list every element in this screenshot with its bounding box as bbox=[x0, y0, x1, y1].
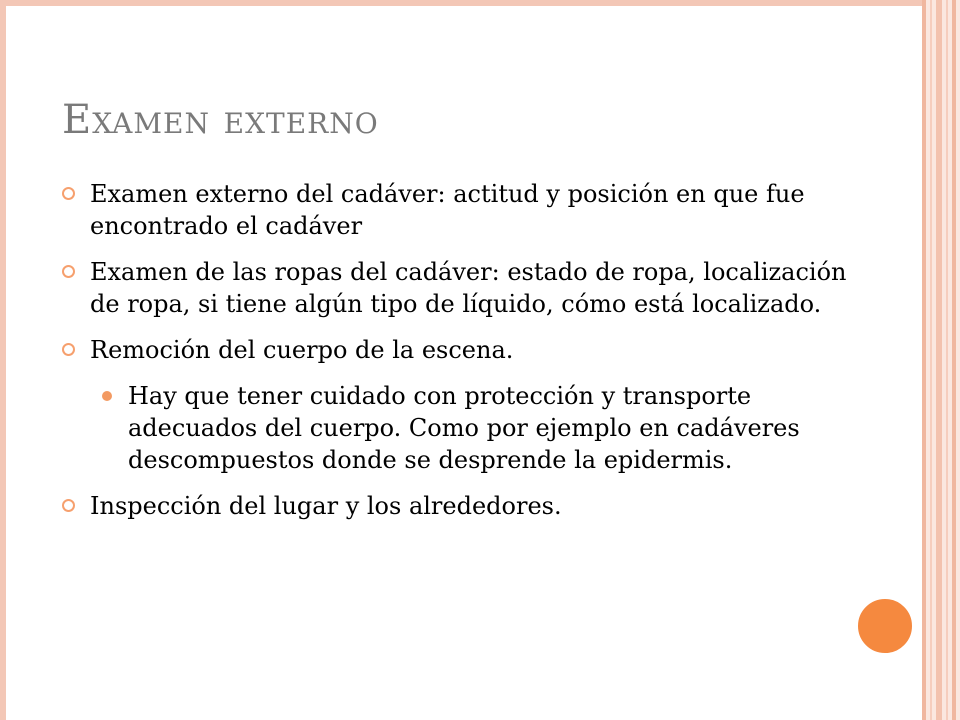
stripe bbox=[930, 0, 932, 720]
bullet-item bbox=[62, 334, 852, 366]
bullet-dot-icon bbox=[102, 391, 112, 401]
stripe bbox=[922, 0, 926, 720]
bullet-ring-icon bbox=[62, 187, 75, 200]
decorative-circle bbox=[855, 596, 915, 656]
bullet-list bbox=[62, 178, 852, 536]
bullet-ring-icon bbox=[62, 343, 75, 356]
bullet-item bbox=[62, 490, 852, 522]
bullet-ring-icon bbox=[62, 499, 75, 512]
sub-bullet-text: Hay que tener cuidado con protección y transporte adecuados del cuerpo. Como por ejemplo en cadáveres descompuestos donde se desprende la epidermis. bbox=[128, 382, 800, 474]
bullet-text: Remoción del cuerpo de la escena. bbox=[90, 336, 514, 364]
stripe bbox=[946, 0, 948, 720]
sub-bullet-item bbox=[100, 380, 852, 476]
stripe bbox=[936, 0, 942, 720]
bullet-item bbox=[62, 256, 852, 320]
bullet-ring-icon bbox=[62, 265, 75, 278]
bullet-text: Examen de las ropas del cadáver: estado de ropa, localización de ropa, si tiene algún tipo de líquido, cómo está localizado. bbox=[90, 258, 847, 318]
bullet-item bbox=[62, 178, 852, 242]
bullet-text: Inspección del lugar y los alrededores. bbox=[90, 492, 562, 520]
decorative-side-stripes bbox=[922, 0, 960, 720]
bullet-text: Examen externo del cadáver: actitud y posición en que fue encontrado el cadáver bbox=[90, 180, 805, 240]
stripe bbox=[952, 0, 956, 720]
slide-title: Examen externo bbox=[62, 97, 379, 143]
